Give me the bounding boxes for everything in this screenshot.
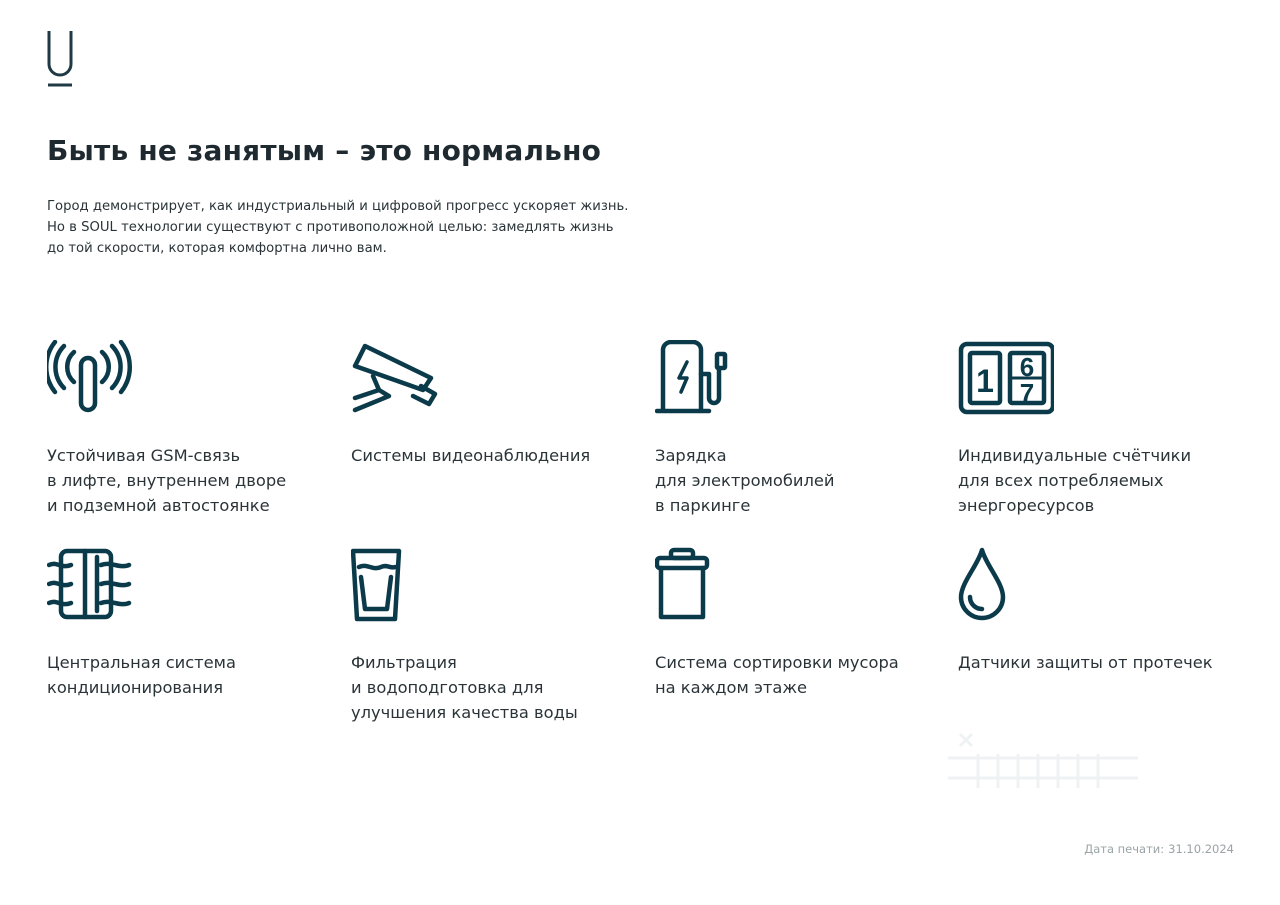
meter-digit: 7	[1019, 378, 1035, 408]
intro-paragraph	[47, 196, 727, 259]
meter-digit: 1	[976, 363, 994, 399]
cctv-camera-icon	[351, 340, 447, 416]
feature-label: Фильтрация и водоподготовка для улучшения качества воды	[351, 653, 578, 722]
feature-label: Система сортировки мусора на каждом этаже	[655, 653, 899, 697]
water-drop-icon	[958, 547, 1054, 623]
feature-label: Индивидуальные счётчики для всех потребляемых энергоресурсов	[958, 446, 1192, 515]
page-title: Быть не занятым – это нормально	[47, 134, 602, 167]
print-date	[1084, 842, 1234, 856]
brand-logo	[44, 28, 76, 90]
feature-label: Центральная система кондиционирования	[47, 653, 236, 697]
brand-logo-mark	[44, 28, 76, 90]
antenna-icon	[47, 340, 143, 416]
print-date-label: Дата печати:	[1084, 842, 1165, 856]
water-glass-icon	[351, 547, 447, 623]
feature-label: Устойчивая GSM-связь в лифте, внутреннем дворе и подземной автостоянке	[47, 446, 287, 515]
print-date-value: 31.10.2024	[1168, 842, 1234, 856]
feature-label: Датчики защиты от протечек	[958, 653, 1213, 672]
watermark	[938, 728, 1150, 800]
intro-line: Но в SOUL технологии существуют с противоположной целью: замедлять жизнь	[47, 220, 614, 235]
feature-label: Зарядка для электромобилей в паркинге	[655, 446, 835, 515]
meter-counter-icon	[958, 340, 1054, 416]
meter-digit: 6	[1019, 352, 1035, 382]
intro-line: до той скорости, которая комфортна лично вам.	[47, 241, 387, 256]
air-conditioning-icon	[47, 547, 143, 623]
intro-line: Город демонстрирует, как индустриальный и цифровой прогресс ускоряет жизнь.	[47, 199, 629, 214]
ev-charger-icon	[655, 340, 751, 416]
feature-label: Системы видеонаблюдения	[351, 446, 591, 465]
trash-bin-icon	[655, 547, 751, 623]
